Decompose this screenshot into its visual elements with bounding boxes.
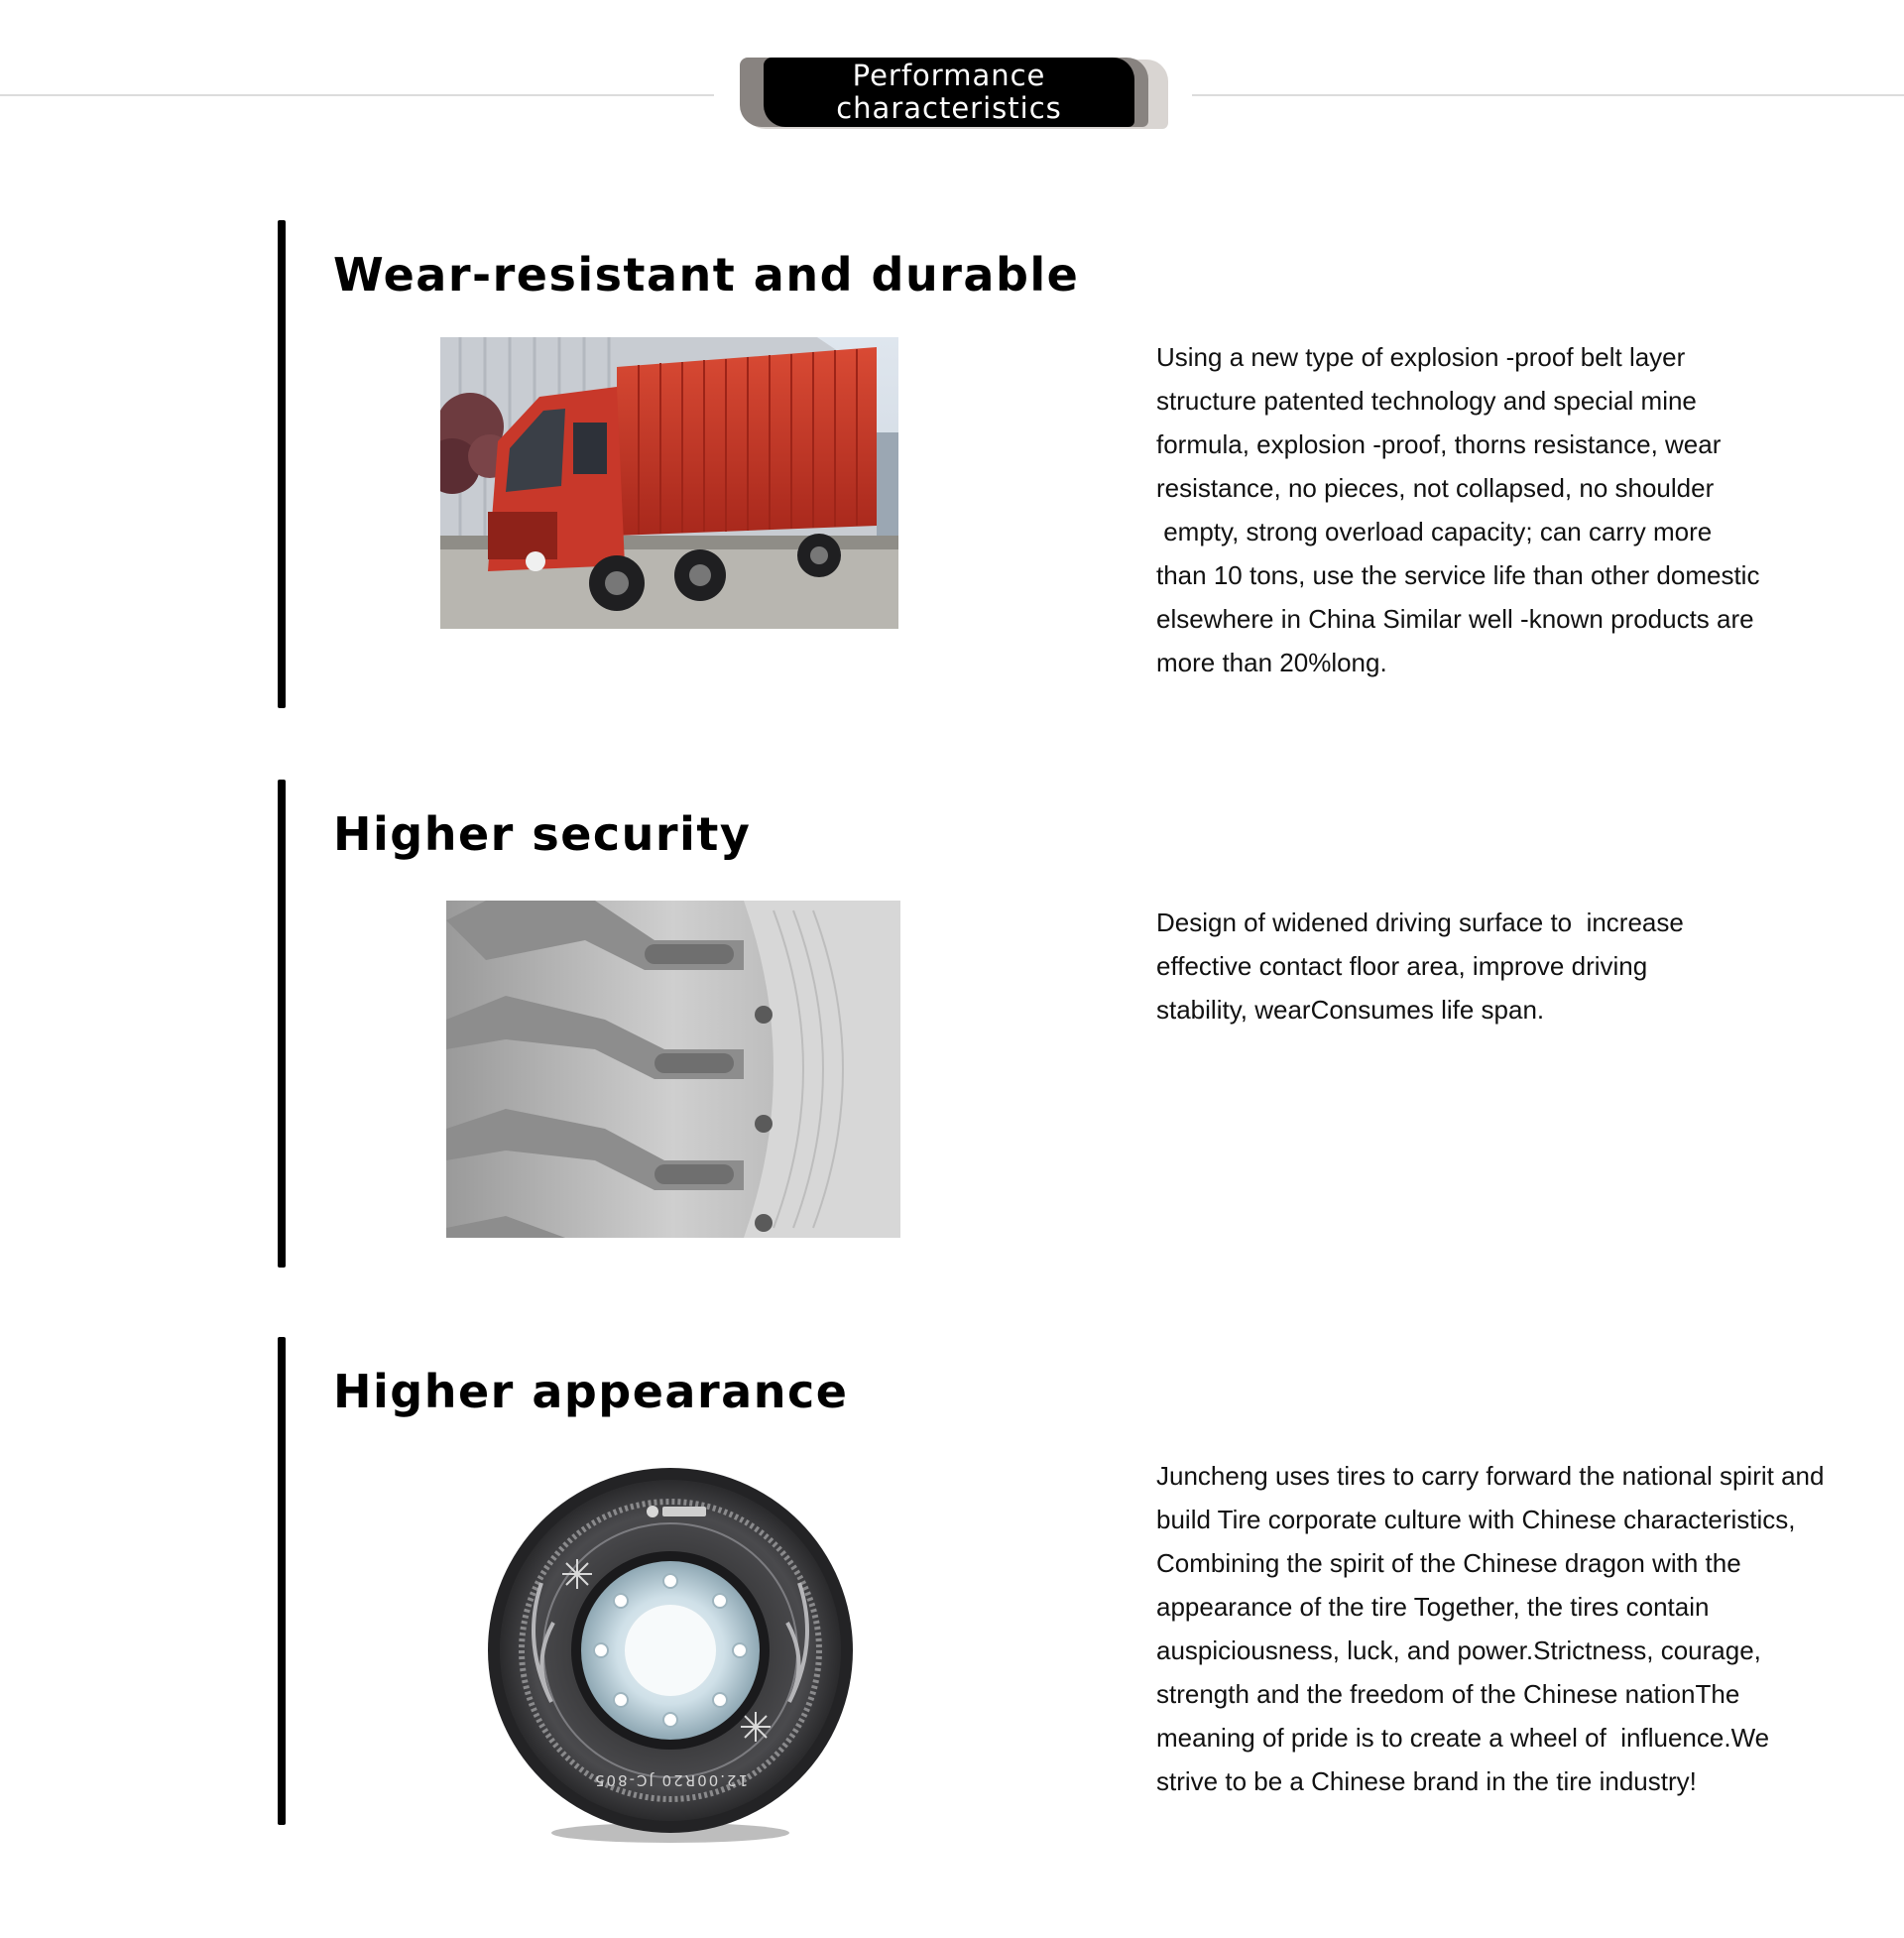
- section-description: Juncheng uses tires to carry forward the national spirit and build Tire corporate culture with Chinese characteristics, Combining the spirit of the Chinese dragon with the appearance of the tire Together, the tires contain auspiciousness, luck, and power.Strictness, courage, strength and the freedom of the Chinese nationThe meaning of pride is to create a wheel of influence.We strive to be a Chinese brand in the tire industry!: [1156, 1461, 1825, 1796]
- section-description: Design of widened driving surface to increase effective contact floor area, improve driving stability, wearConsumes life span.: [1156, 908, 1684, 1025]
- section-accent-bar: [278, 780, 286, 1268]
- header-divider-left: [0, 94, 714, 96]
- tread-illustration: [446, 901, 900, 1238]
- tire-illustration: [482, 1464, 859, 1847]
- tire-size-marking: 12.00R20 JC-805: [592, 1771, 749, 1789]
- truck-illustration: [440, 337, 898, 629]
- section-accent-bar: [278, 220, 286, 708]
- section-description: Using a new type of explosion -proof belt layer structure patented technology and special mine formula, explosion -proof, thorns resistance, wear resistance, no pieces, not collapsed, no shoulder empty, strong overload capacity; can carry more than 10 tons, use the service life than other domestic elsewhere in China Similar well -known products are more than 20%long.: [1156, 342, 1760, 677]
- section-title: Higher appearance: [333, 1365, 849, 1418]
- tread-image: [446, 901, 900, 1238]
- feature-higher-appearance: [0, 1337, 1904, 1892]
- banner-title: Performance characteristics: [836, 59, 1062, 125]
- section-title: Wear-resistant and durable: [333, 248, 1080, 302]
- section-accent-bar: [278, 1337, 286, 1825]
- section-banner: [736, 58, 1168, 129]
- tire-image: [482, 1464, 859, 1847]
- truck-image: [440, 337, 898, 629]
- header-divider-right: [1192, 94, 1904, 96]
- feature-wear-resistant: [0, 220, 1904, 716]
- feature-higher-security: [0, 780, 1904, 1275]
- section-title: Higher security: [333, 807, 752, 861]
